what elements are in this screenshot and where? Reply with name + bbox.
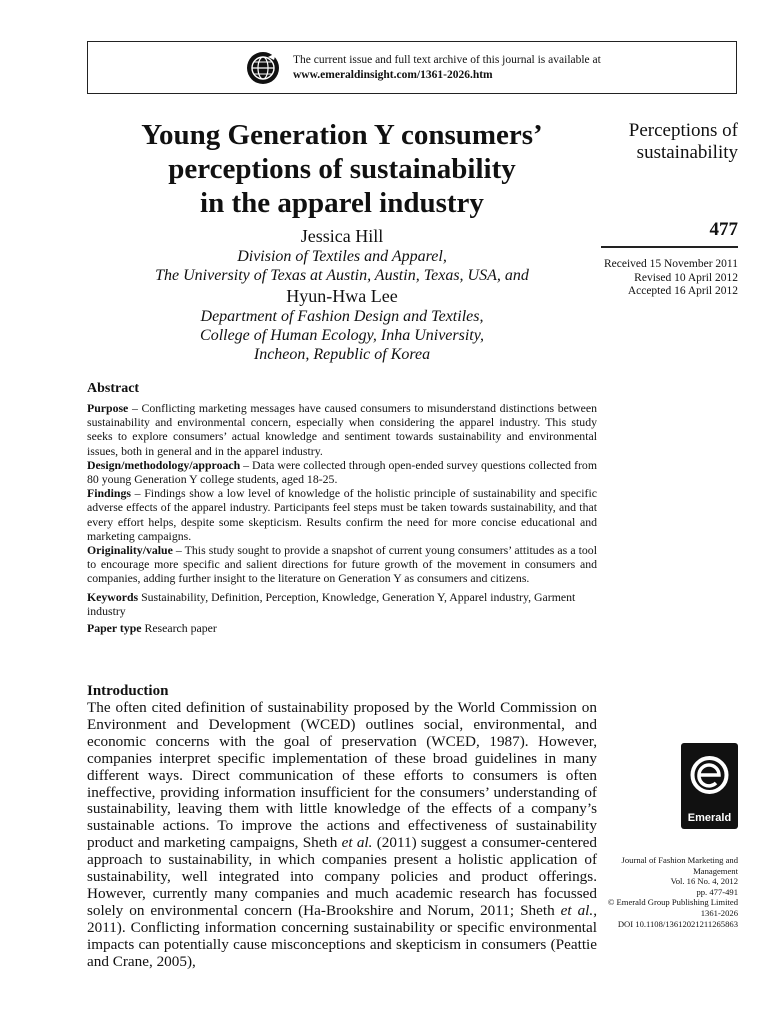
journal-volume: Vol. 16 No. 4, 2012	[670, 876, 738, 887]
journal-doi: DOI 10.1108/13612021211265863	[617, 918, 738, 929]
abstract-purpose	[87, 401, 597, 458]
abstract-heading: Abstract	[87, 381, 140, 396]
keywords	[87, 590, 597, 618]
introduction-section	[87, 683, 597, 971]
affiliation-1-line-1: Division of Textiles and Apparel,	[237, 248, 447, 265]
received-date: Received 15 November 2011	[603, 258, 738, 270]
title-line-1: Young Generation Y consumers’	[141, 119, 543, 151]
introduction-heading: Introduction	[87, 683, 169, 699]
affiliation-1-line-2: The University of Texas at Austin, Austin, Texas, USA, and	[155, 267, 529, 284]
purpose-label: Purpose	[87, 401, 129, 415]
intro-text-1: The often cited definition of sustainability proposed by the World Commission on Environment and Development (WCED) outlines social, environmental, and economic concerns with the goal of preservation (WCED, 1987). However, companies interpret specific implementation of these broad guidelines in many different ways. Direct communication of these efforts to consumers is often ineffective, providing information insufficient for the consumers’ understanding of sustainability, leaving them with little knowledge of the effects of a company’s sustainable actions. To improve the actions and effectiveness of sustainability product and marketing campaigns, Sheth	[87, 699, 597, 852]
journal-url[interactable]: www.emeraldinsight.com/1361-2026.htm	[293, 69, 493, 81]
keywords-text: Sustainability, Definition, Perception, Knowledge, Generation Y, Apparel industry, Garment industry	[87, 589, 576, 618]
affiliation-2-line-1: Department of Fashion Design and Textiles,	[200, 308, 484, 325]
design-label: Design/methodology/approach	[87, 457, 241, 472]
sidebar-divider	[601, 246, 738, 248]
keywords-label: Keywords	[87, 589, 139, 604]
paper-type	[87, 621, 597, 635]
emerald-logo-icon	[689, 753, 730, 797]
affiliation-2-line-3: Incheon, Republic of Korea	[253, 346, 431, 363]
findings-label: Findings	[87, 486, 131, 501]
article-title	[87, 118, 597, 220]
paper-type-text: Research paper	[141, 621, 217, 636]
journal-pages: pp. 477-491	[696, 886, 738, 897]
submission-dates	[604, 258, 738, 299]
running-title-line-1: Perceptions of	[628, 120, 738, 141]
journal-info	[588, 855, 738, 929]
abstract-design	[87, 458, 597, 486]
accepted-date: Accepted 16 April 2012	[627, 285, 738, 297]
globe-icon	[246, 51, 280, 85]
page-number: 477	[709, 219, 738, 240]
journal-name-line-2: Management	[693, 865, 738, 876]
abstract-findings	[87, 486, 597, 543]
emerald-logo-word: Emerald	[687, 812, 732, 824]
purpose-text: – Conflicting marketing messages have caused consumers to misunderstand distinctions between sustainability and environmental concern, especially when considering the apparel industry. This study seeks to explore consumers’ actual knowledge and sentiment towards sustainability and environmental issues, both in general and in the apparel industry.	[87, 401, 597, 458]
author-name-1: Jessica Hill	[300, 226, 384, 246]
access-notice-text	[293, 53, 601, 83]
journal-copyright: © Emerald Group Publishing Limited	[607, 897, 738, 908]
running-title	[568, 120, 738, 164]
emerald-logo	[681, 743, 738, 829]
findings-text: – Findings show a low level of knowledge of the holistic principle of sustainability and specific adverse effects of the apparel industry. Participants feel steps must be taken towards sustainability, and that every effort helps, despite some skepticism. Results confirm the need for more concise educational and marketing campaigns.	[87, 486, 597, 543]
affiliation-2-line-2: College of Human Ecology, Inha University,	[200, 327, 484, 344]
journal-issn: 1361-2026	[700, 907, 738, 918]
author-block	[87, 225, 597, 364]
introduction-paragraph	[87, 700, 597, 971]
author-name-2: Hyun-Hwa Lee	[286, 286, 398, 306]
intro-etal-2: et al.	[560, 901, 594, 919]
running-title-line-2: sustainability	[636, 142, 738, 163]
abstract-section	[87, 381, 597, 635]
revised-date: Revised 10 April 2012	[634, 271, 738, 284]
journal-name-line-1: Journal of Fashion Marketing and	[621, 855, 738, 865]
intro-etal-1: et al.	[341, 834, 373, 852]
abstract-originality	[87, 543, 597, 586]
access-notice-box	[87, 41, 737, 94]
originality-text: – This study sought to provide a snapshot of current young consumers’ attitudes as a tool to encourage more specific and salient directions for future growth of the movement in consumers and companies, adding further insight to the literature on Generation Y as consumers and citizens.	[87, 543, 597, 586]
originality-label: Originality/value	[87, 543, 173, 558]
paper-type-label: Paper type	[87, 621, 142, 636]
intro-text-3: , 2011). Conflicting information concerning sustainability or specific environmental impacts can potentially cause misconceptions and skepticism in consumers (Peattie and Crane, 2005),	[87, 901, 597, 970]
intro-text-2: (2011) suggest a consumer-centered approach to sustainability, in which companies present a holistic application of sustainability, well integrated into company policies and product offerings. However, currently many companies and much academic research has focussed solely on environmental concern (Ha-Brookshire and Norum, 2011; Sheth	[87, 834, 597, 919]
title-line-3: in the apparel industry	[200, 187, 484, 219]
title-line-2: perceptions of sustainability	[168, 153, 516, 185]
notice-line: The current issue and full text archive of this journal is available at	[293, 54, 601, 66]
design-text: – Data were collected through open-ended survey questions collected from 80 young Generation Y college students, aged 18-25.	[87, 457, 597, 487]
